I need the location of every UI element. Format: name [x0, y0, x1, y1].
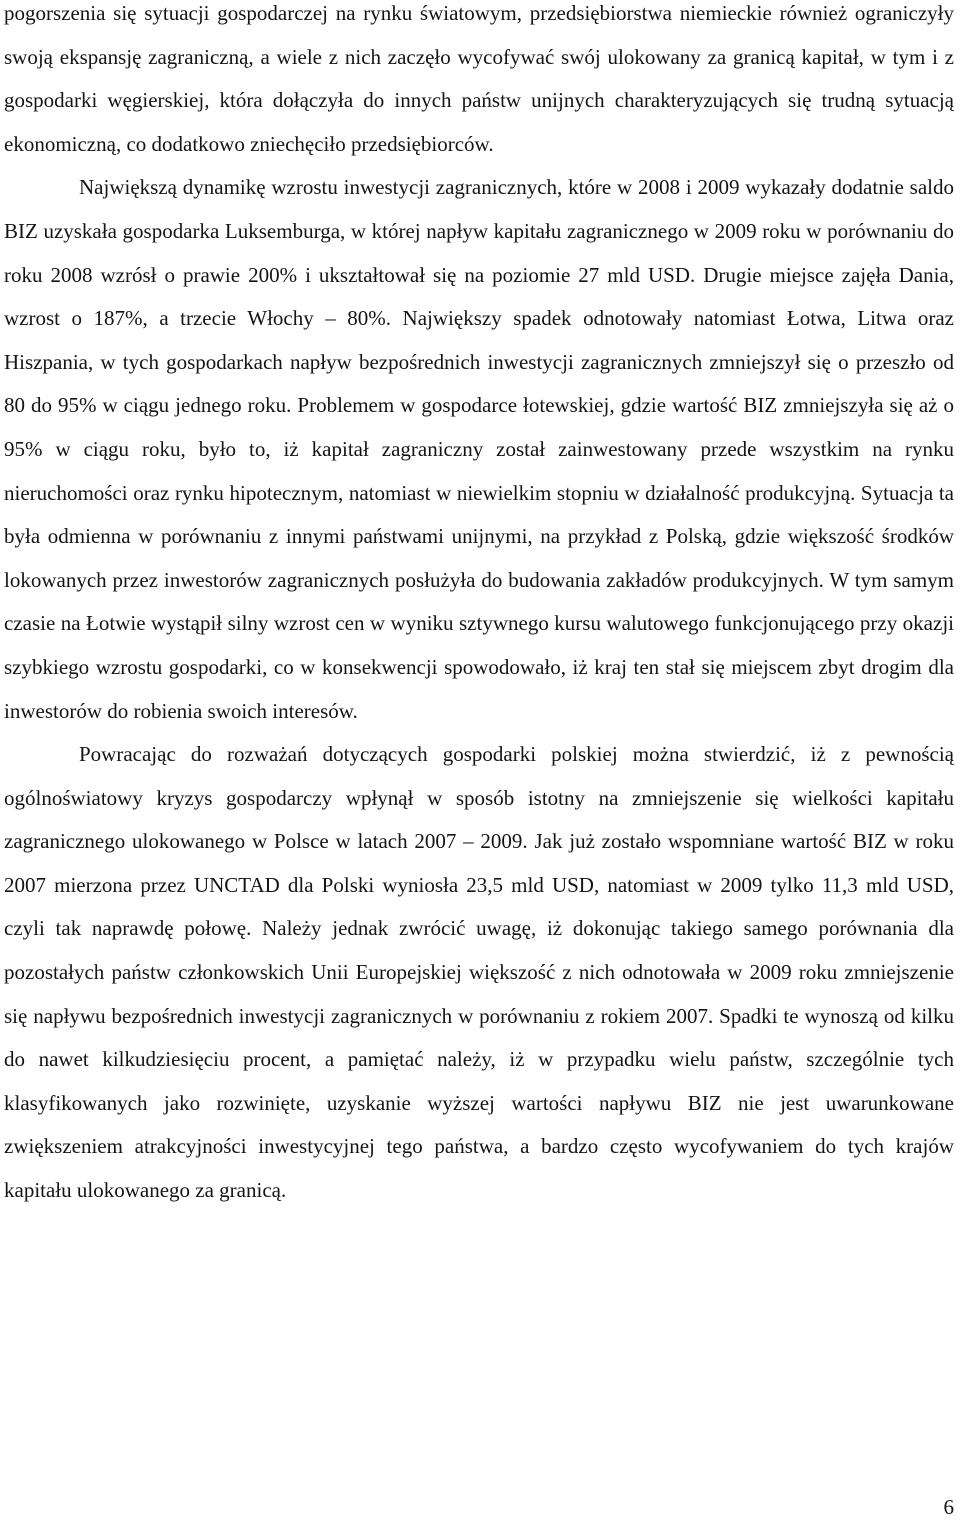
paragraph-continuation: pogorszenia się sytuacji gospodarczej na rynku światowym, przedsiębiorstwa niemieckie również ograniczyły swoją ekspansję zagraniczną, a wiele z nich zaczęło wycofywać swój ulokowany za granicą kapitał, w tym i z gospodarki węgierskiej, która dołączyła do innych państw unijnych charakteryzujących się trudną sytuacją ekonomiczną, co dodatkowo zniechęciło przedsiębiorców.: [4, 1, 954, 156]
paragraph-polish-economy: Powracając do rozważań dotyczących gospodarki polskiej można stwierdzić, iż z pewnością ogólnoświatowy kryzys gospodarczy wpłynął w sposób istotny na zmniejszenie się wielkości kapitału zagranicznego ulokowanego w Polsce w latach 2007 – 2009. Jak już zostało wspomniane wartość BIZ w roku 2007 mierzona przez UNCTAD dla Polski wyniosła 23,5 mld USD, natomiast w 2009 tylko 11,3 mld USD, czyli tak naprawdę połowę. Należy jednak zwrócić uwagę, iż dokonując takiego samego porównania dla pozostałych państw członkowskich Unii Europejskiej większość z nich odnotowała w 2009 roku zmniejszenie się napływu bezpośrednich inwestycji zagranicznych w porównaniu z rokiem 2007. Spadki te wynoszą od kilku do nawet kilkudziesięciu procent, a pamiętać należy, iż w przypadku wielu państw, szczególnie tych klasyfikowanych jako rozwinięte, uzyskanie wyższej wartości napływu BIZ nie jest uwarunkowane zwiększeniem atrakcyjności inwestycyjnej tego państwa, a bardzo często wycofywaniem do tych krajów kapitału ulokowanego za granicą.: [4, 742, 954, 1203]
document-page: [4, 0, 954, 1213]
page-number: 6: [943, 1495, 954, 1519]
paragraph-biz-dynamics: Największą dynamikę wzrostu inwestycji zagranicznych, które w 2008 i 2009 wykazały dodatnie saldo BIZ uzyskała gospodarka Luksemburga, w której napływ kapitału zagranicznego w 2009 roku w porównaniu do roku 2008 wzrósł o prawie 200% i ukształtował się na poziomie 27 mld USD. Drugie miejsce zajęła Dania, wzrost o 187%, a trzecie Włochy – 80%. Największy spadek odnotowały natomiast Łotwa, Litwa oraz Hiszpania, w tych gospodarkach napływ bezpośrednich inwestycji zagranicznych zmniejszył się o przeszło od 80 do 95% w ciągu jednego roku. Problemem w gospodarce łotewskiej, gdzie wartość BIZ zmniejszyła się aż o 95% w ciągu roku, było to, iż kapitał zagraniczny został zainwestowany przede wszystkim na rynku nieruchomości oraz rynku hipotecznym, natomiast w niewielkim stopniu w działalność produkcyjną. Sytuacja ta była odmienna w porównaniu z innymi państwami unijnymi, na przykład z Polską, gdzie większość środków lokowanych przez inwestorów zagranicznych posłużyła do budowania zakładów produkcyjnych. W tym samym czasie na Łotwie wystąpił silny wzrost cen w wyniku sztywnego kursu walutowego funkcjonującego przy okazji szybkiego wzrostu gospodarki, co w konsekwencji spowodowało, iż kraj ten stał się miejscem zbyt drogim dla inwestorów do robienia swoich interesów.: [4, 175, 954, 723]
